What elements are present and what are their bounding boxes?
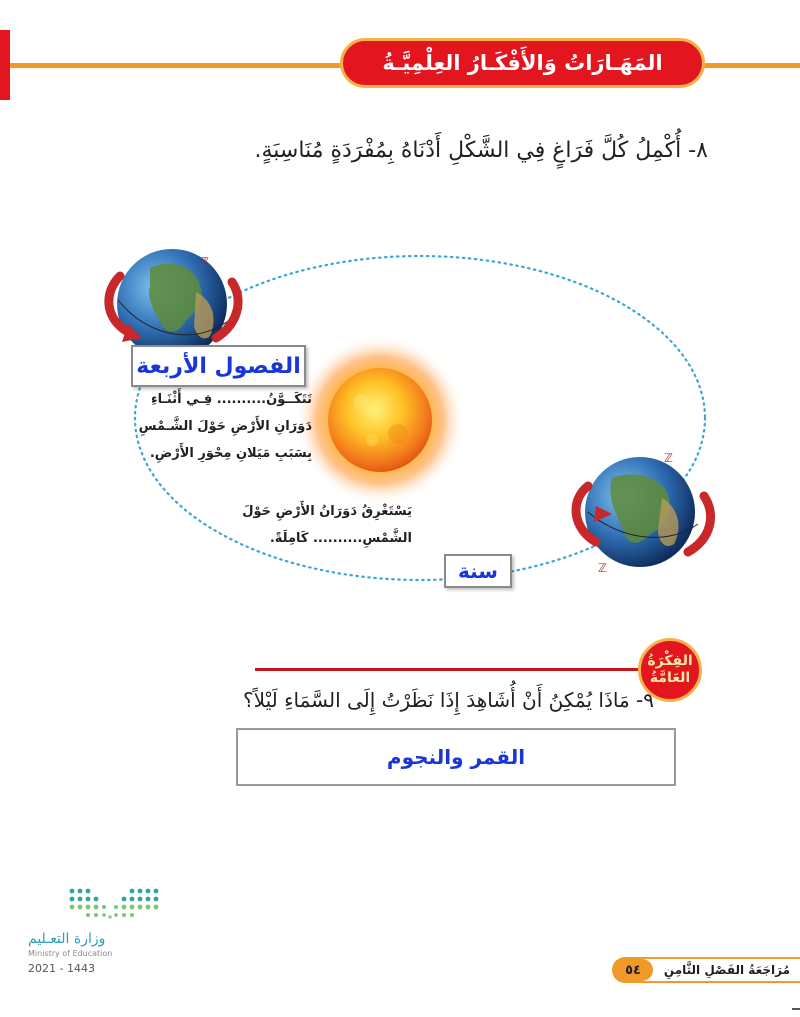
- earth-top-left: [109, 249, 238, 359]
- year-note-line: الشَّمْسِ.......... كَامِلَةً.: [269, 531, 412, 546]
- seasons-answer: الفصول الأربعة: [136, 353, 301, 379]
- svg-text:ℤ: ℤ: [664, 451, 673, 465]
- big-idea-rule: [255, 668, 670, 671]
- svg-text:ℤ: ℤ: [200, 255, 209, 269]
- ministry-name-ar: وزارة التعـليم: [28, 931, 106, 947]
- question-9-answer-box[interactable]: [236, 728, 676, 786]
- question-8: ٨- أُكْمِلُ كُلَّ فَرَاغٍ فِي الشَّكْلِ أَدْنَاهُ بِمُفْرَدَةٍ مُنَاسِبَةٍ.: [254, 138, 708, 163]
- seasons-answer-box[interactable]: [131, 345, 306, 387]
- page-number: ٥٤: [613, 959, 653, 981]
- question-9-answer: القمر والنجوم: [386, 745, 526, 769]
- seasons-note-line: بِسَبَبِ مَيَلانِ مِحْوَرِ الأَرْضِ.: [149, 446, 312, 461]
- year-note-line: يَسْتَغْرِقُ دَوَرَانُ الأَرْضِ حَوْلَ: [242, 504, 412, 519]
- seasons-note-line: دَوَرَانِ الأَرْضِ حَوْلَ الشَّـمْسِ: [138, 419, 312, 434]
- ministry-year: 2021 - 1443: [28, 962, 95, 975]
- big-idea-badge-line: الفِكْرَةُ: [647, 653, 693, 669]
- ministry-name-en: Ministry of Education: [28, 949, 113, 958]
- sun: [295, 335, 465, 505]
- question-9: ٩- مَاذَا يُمْكِنُ أَنْ أُشَاهِدَ إِذَا نَظَرْتُ إِلَى السَّمَاءِ لَيْلاً؟: [243, 688, 654, 712]
- seasons-note-line: تَتَكَــوَّنُ.......... فِـي أَثْنَـاءِ: [150, 392, 312, 407]
- ministry-logo-block: [28, 885, 178, 975]
- chapter-review-label: مُرَاجَعَةُ الفَصْلِ الثَّامِنِ: [663, 963, 790, 977]
- section-banner-title: المَهَـارَاتُ وَالأَفْكَـارُ العِلْمِيَّـةُ: [382, 51, 663, 75]
- big-idea-badge-line: العَامَّةُ: [649, 670, 691, 686]
- year-note: [242, 498, 412, 552]
- ministry-dots-logo: [28, 885, 168, 921]
- svg-text:ℤ: ℤ: [598, 561, 607, 575]
- year-answer-box[interactable]: [444, 554, 512, 588]
- seasons-note: [112, 386, 312, 467]
- corner-mark: [792, 1008, 800, 1010]
- year-answer: سنة: [458, 559, 498, 583]
